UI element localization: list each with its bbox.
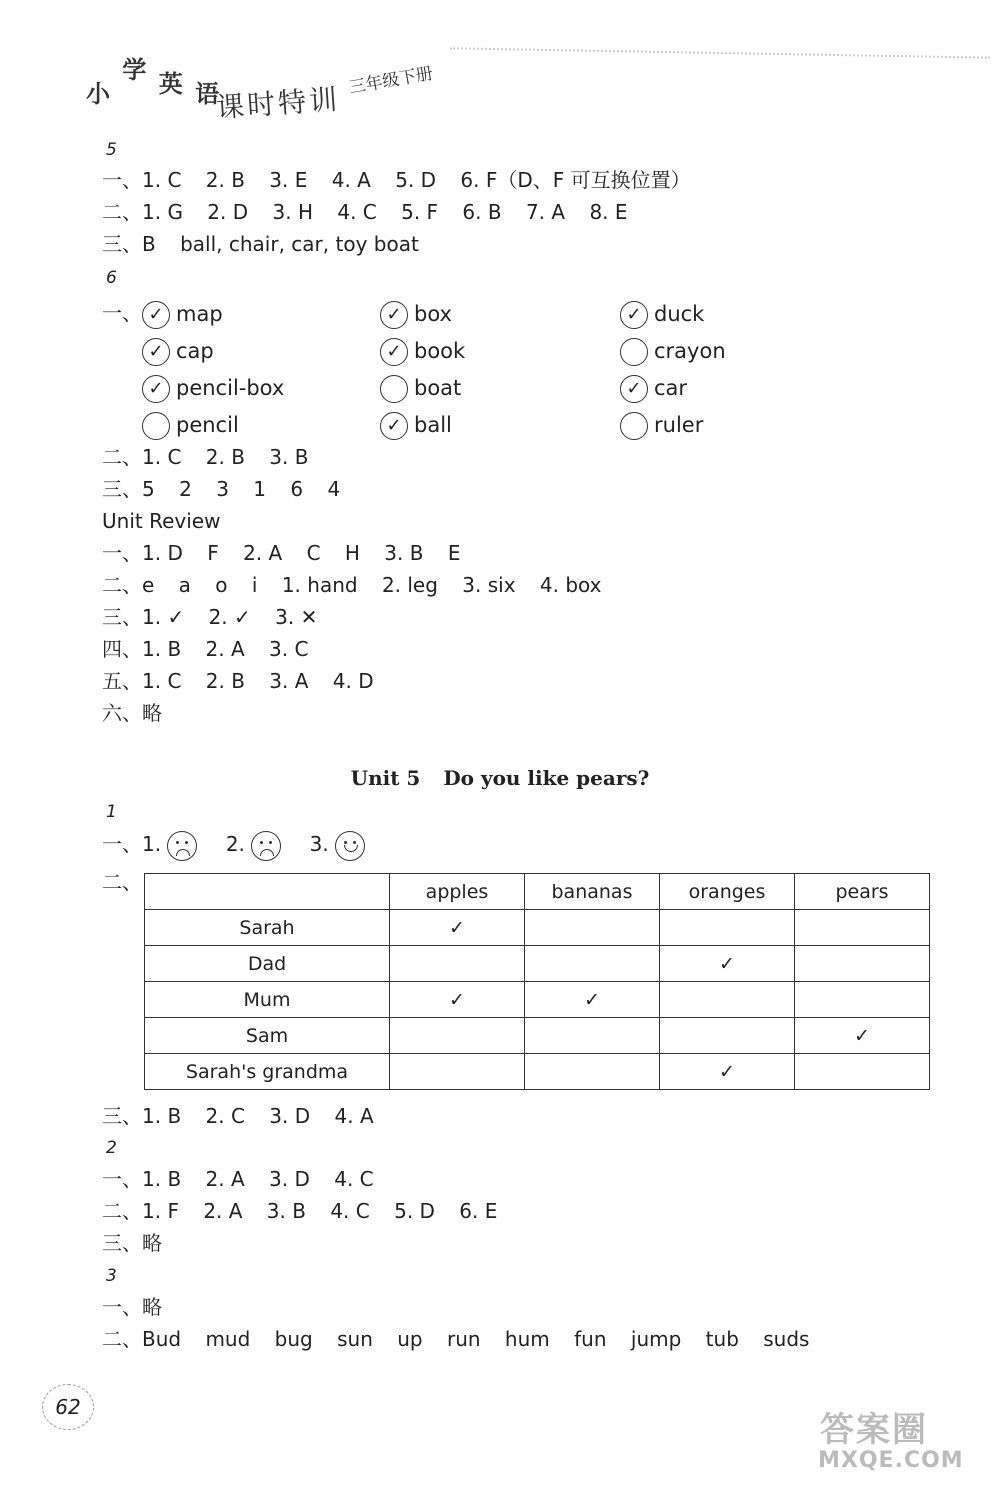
table-cell (795, 910, 930, 946)
table-cell: ✓ (660, 946, 795, 982)
table-row (145, 1018, 930, 1054)
circle-check-item (142, 410, 239, 440)
answer-line: 四、1. B 2. A 3. C (102, 637, 309, 661)
table-cell (390, 946, 525, 982)
table-cell (660, 982, 795, 1018)
brand-logo (86, 56, 222, 108)
book-title: 课时特训 (215, 82, 342, 125)
answer-line: 二、Bud mud bug sun up run hum fun jump tub suds (102, 1327, 810, 1351)
circle-check-label: crayon (654, 339, 726, 363)
table-cell: ✓ (660, 1054, 795, 1090)
answer-line: 三、略 (102, 1231, 162, 1255)
table-cell (660, 1018, 795, 1054)
page-number: 62 (42, 1384, 94, 1430)
answer-line: 二、1. G 2. D 3. H 4. C 5. F 6. B 7. A 8. E (102, 200, 628, 224)
empty-circle-icon (142, 412, 170, 440)
checked-circle-icon: ✓ (620, 301, 648, 329)
table-cell (795, 1054, 930, 1090)
table-cell: ✓ (390, 982, 525, 1018)
fruit-preference-table (144, 873, 930, 1090)
table-cell (390, 1054, 525, 1090)
table-cell: Sarah's grandma (145, 1054, 390, 1090)
circle-check-item (620, 410, 703, 440)
section-number: 3 (106, 1266, 117, 1286)
section-number: 1 (106, 802, 117, 822)
circle-check-item (380, 299, 452, 329)
answer-line: 三、5 2 3 1 6 4 (102, 477, 341, 501)
circle-check-label: cap (176, 339, 214, 363)
answer-line: 一、1. C 2. B 3. E 4. A 5. D 6. F（D、F 可互换位置） (102, 168, 691, 192)
answer-line: 三、1. ✓ 2. ✓ 3. ✕ (102, 605, 318, 629)
circle-check-item (620, 373, 687, 403)
empty-circle-icon (380, 375, 408, 403)
circle-check-item (142, 336, 214, 366)
table-row (145, 910, 930, 946)
table-cell (525, 1018, 660, 1054)
table-cell (390, 1018, 525, 1054)
section-number: 2 (106, 1138, 117, 1158)
table-cell (525, 946, 660, 982)
table-cell: Sarah (145, 910, 390, 946)
answer-line: 一、略 (102, 1295, 162, 1319)
section-number: 5 (106, 140, 117, 160)
table-header-cell: apples (390, 874, 525, 910)
unit-title (0, 766, 1000, 790)
unit-number: Unit 5 (350, 766, 421, 790)
circle-check-label: duck (654, 302, 705, 326)
unit-name: Do you like pears? (443, 766, 650, 790)
sad-face-icon (167, 831, 197, 861)
table-cell: Sam (145, 1018, 390, 1054)
circle-check-label: pencil (176, 413, 239, 437)
table-cell: ✓ (390, 910, 525, 946)
circle-check-label: map (176, 302, 223, 326)
table-row (145, 1054, 930, 1090)
empty-circle-icon (620, 338, 648, 366)
circle-check-item (380, 336, 465, 366)
circle-check-item (142, 299, 223, 329)
answer-line: 二、e a o i 1. hand 2. leg 3. six 4. box (102, 573, 602, 597)
table-cell (795, 982, 930, 1018)
table-cell (660, 910, 795, 946)
answer-line: 五、1. C 2. B 3. A 4. D (102, 669, 374, 693)
circle-check-item (380, 410, 452, 440)
answer-line: 六、略 (102, 701, 162, 725)
table-cell: ✓ (795, 1018, 930, 1054)
checked-circle-icon: ✓ (380, 412, 408, 440)
checked-circle-icon: ✓ (142, 375, 170, 403)
answer-prefix: 二、 (102, 870, 142, 894)
circle-check-item (620, 336, 726, 366)
circle-check-label: car (654, 376, 688, 400)
checked-circle-icon: ✓ (142, 338, 170, 366)
grade-label: 三年级下册 (347, 63, 435, 99)
sad-face-icon (251, 831, 281, 861)
table-cell (525, 910, 660, 946)
answer-prefix: 一、 (102, 301, 142, 325)
brand-char: 小 (86, 80, 112, 108)
smiley-answer-line: 一、1. 2. 3. (102, 830, 387, 861)
circle-check-label: ruler (654, 413, 704, 437)
checked-circle-icon: ✓ (380, 338, 408, 366)
circle-check-item (620, 299, 704, 329)
checked-circle-icon: ✓ (380, 301, 408, 329)
empty-circle-icon (620, 412, 648, 440)
circle-check-item (142, 373, 284, 403)
table-cell: Mum (145, 982, 390, 1018)
table-header-cell: pears (795, 874, 930, 910)
answer-line: 二、1. F 2. A 3. B 4. C 5. D 6. E (102, 1199, 498, 1223)
table-cell (795, 946, 930, 982)
circle-check-label: box (414, 302, 452, 326)
table-row (145, 982, 930, 1018)
table-header-row (145, 874, 930, 910)
watermark-logo: 答案圈 (820, 1410, 928, 1450)
answer-line: 一、1. B 2. A 3. D 4. C (102, 1167, 374, 1191)
table-header-cell: bananas (525, 874, 660, 910)
review-heading: Unit Review (102, 509, 221, 533)
circle-check-item (380, 373, 461, 403)
brand-char: 语 (195, 80, 222, 108)
answer-line: 三、B ball, chair, car, toy boat (102, 232, 419, 256)
brand-char: 英 (158, 70, 185, 98)
circle-check-label: boat (414, 376, 462, 400)
answer-line: 二、1. C 2. B 3. B (102, 445, 309, 469)
table-header-cell: oranges (660, 874, 795, 910)
circle-check-label: book (414, 339, 466, 363)
brand-char: 学 (122, 56, 149, 84)
circle-check-label: ball (414, 413, 452, 437)
header-dotted-line (450, 47, 990, 59)
table-cell: Dad (145, 946, 390, 982)
answer-line: 三、1. B 2. C 3. D 4. A (102, 1104, 374, 1128)
checked-circle-icon: ✓ (620, 375, 648, 403)
circle-check-label: pencil-box (176, 376, 285, 400)
table-row (145, 946, 930, 982)
watermark-url: MXQE.COM (818, 1448, 964, 1473)
section-number: 6 (106, 268, 117, 288)
table-cell: ✓ (525, 982, 660, 1018)
happy-face-icon (335, 831, 365, 861)
table-cell (525, 1054, 660, 1090)
answer-line: 一、1. D F 2. A C H 3. B E (102, 541, 461, 565)
checked-circle-icon: ✓ (142, 301, 170, 329)
table-header-cell (145, 874, 390, 910)
